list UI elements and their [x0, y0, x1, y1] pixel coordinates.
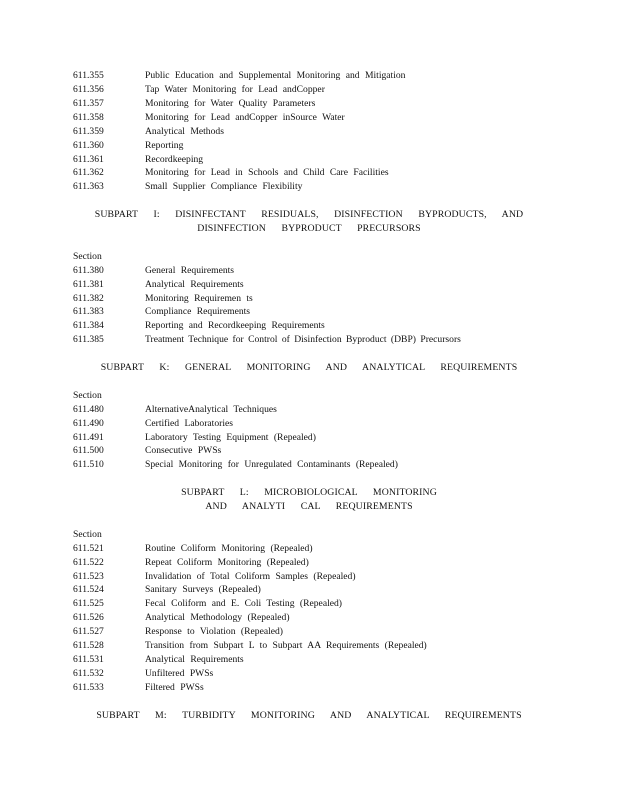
toc-row: [73, 139, 573, 152]
subpart-heading: SUBPART I: DISINFECTANT RESIDUALS, DISINFECTION BYPRODUCTS, AND: [94, 209, 524, 220]
section-number: 611.360: [73, 140, 104, 151]
toc-row: [73, 292, 573, 305]
toc-row: [73, 667, 573, 680]
section-number: 611.523: [73, 571, 104, 582]
section-number: 611.533: [73, 682, 104, 693]
section-label: Section: [73, 390, 102, 401]
section-number: 611.383: [73, 306, 104, 317]
toc-row: [73, 444, 573, 457]
section-number: 611.359: [73, 126, 104, 137]
section-number: 611.355: [73, 70, 104, 81]
toc-row: [73, 153, 573, 166]
toc-row: [73, 403, 573, 416]
section-number: 611.527: [73, 626, 104, 637]
section-title: Monitoring for Lead in Schools and Child Care Facilities: [145, 167, 389, 178]
section-title: Laboratory Testing Equipment (Repealed): [145, 432, 316, 443]
section-title: General Requirements: [145, 265, 235, 276]
section-title: Unfiltered PWSs: [145, 668, 214, 679]
toc-row: [73, 570, 573, 583]
section-number: 611.363: [73, 181, 104, 192]
section-title: Reporting: [145, 140, 184, 151]
section-number: 611.381: [73, 279, 104, 290]
toc-row: [73, 83, 573, 96]
section-title: Treatment Technique for Control of Disinfection Byproduct (DBP) Precursors: [145, 334, 461, 345]
section-title: Analytical Requirements: [145, 279, 244, 290]
subpart-heading: SUBPART M: TURBIDITY MONITORING AND ANALYTICAL REQUIREMENTS: [96, 710, 522, 721]
section-number: 611.526: [73, 612, 104, 623]
section-number: 611.382: [73, 293, 104, 304]
section-number: 611.361: [73, 154, 104, 165]
subpart-heading: SUBPART K: GENERAL MONITORING AND ANALYTICAL REQUIREMENTS: [100, 362, 518, 373]
section-title: AlternativeAnalytical Techniques: [145, 404, 277, 415]
toc-row: [73, 653, 573, 666]
section-title: Monitoring for Lead andCopper inSource Water: [145, 112, 345, 123]
section-label: Section: [73, 251, 102, 262]
toc-row: [73, 542, 573, 555]
toc-row: [73, 639, 573, 652]
toc-row: [73, 97, 573, 110]
section-number: 611.500: [73, 445, 104, 456]
toc-row: [73, 125, 573, 138]
section-title: Transition from Subpart L to Subpart AA Requirements (Repealed): [145, 640, 427, 651]
section-title: Small Supplier Compliance Flexibility: [145, 181, 303, 192]
section-title: Analytical Methodology (Repealed): [145, 612, 290, 623]
section-title: Fecal Coliform and E. Coli Testing (Repealed): [145, 598, 342, 609]
toc-row: [73, 319, 573, 332]
section-title: Reporting and Recordkeeping Requirements: [145, 320, 325, 331]
section-title: Filtered PWSs: [145, 682, 204, 693]
subpart-heading: SUBPART L: MICROBIOLOGICAL MONITORING: [181, 487, 437, 498]
section-title: Certified Laboratories: [145, 418, 233, 429]
toc-row: [73, 305, 573, 318]
section-number: 611.380: [73, 265, 104, 276]
section-title: Sanitary Surveys (Repealed): [145, 584, 261, 595]
subpart-heading-continued: DISINFECTION BYPRODUCT PRECURSORS: [197, 223, 421, 234]
section-number: 611.522: [73, 557, 104, 568]
toc-row: [73, 458, 573, 471]
section-number: 611.524: [73, 584, 104, 595]
toc-row: [73, 264, 573, 277]
section-title: Invalidation of Total Coliform Samples (Repealed): [145, 571, 356, 582]
toc-row: [73, 625, 573, 638]
toc-row: [73, 180, 573, 193]
section-title: Recordkeeping: [145, 154, 204, 165]
toc-row: [73, 166, 573, 179]
section-number: 611.385: [73, 334, 104, 345]
section-title: Monitoring Requiremen ts: [145, 293, 253, 304]
section-number: 611.357: [73, 98, 104, 109]
toc-row: [73, 597, 573, 610]
toc-row: [73, 583, 573, 596]
toc-row: [73, 69, 573, 82]
section-title: Monitoring for Water Quality Parameters: [145, 98, 316, 109]
toc-row: [73, 681, 573, 694]
subpart-heading-continued: AND ANALYTI CAL REQUIREMENTS: [205, 501, 413, 512]
section-title: Analytical Methods: [145, 126, 224, 137]
toc-row: [73, 333, 573, 346]
section-number: 611.528: [73, 640, 104, 651]
section-title: Public Education and Supplemental Monitoring and Mitigation: [145, 70, 406, 81]
section-number: 611.480: [73, 404, 104, 415]
section-number: 611.510: [73, 459, 104, 470]
section-number: 611.532: [73, 668, 104, 679]
section-title: Repeat Coliform Monitoring (Repealed): [145, 557, 309, 568]
section-number: 611.384: [73, 320, 104, 331]
toc-row: [73, 417, 573, 430]
section-title: Special Monitoring for Unregulated Contaminants (Repealed): [145, 459, 398, 470]
toc-row: [73, 278, 573, 291]
section-title: Response to Violation (Repealed): [145, 626, 283, 637]
section-title: Compliance Requirements: [145, 306, 251, 317]
section-number: 611.521: [73, 543, 104, 554]
section-title: Analytical Requirements: [145, 654, 244, 665]
toc-row: [73, 111, 573, 124]
toc-row: [73, 611, 573, 624]
section-number: 611.490: [73, 418, 104, 429]
section-number: 611.358: [73, 112, 104, 123]
toc-row: [73, 431, 573, 444]
section-title: Tap Water Monitoring for Lead andCopper: [145, 84, 325, 95]
toc-row: [73, 556, 573, 569]
section-title: Routine Coliform Monitoring (Repealed): [145, 543, 313, 554]
section-number: 611.525: [73, 598, 104, 609]
section-label: Section: [73, 529, 102, 540]
section-number: 611.531: [73, 654, 104, 665]
section-title: Consecutive PWSs: [145, 445, 222, 456]
section-number: 611.491: [73, 432, 104, 443]
section-number: 611.356: [73, 84, 104, 95]
section-number: 611.362: [73, 167, 104, 178]
